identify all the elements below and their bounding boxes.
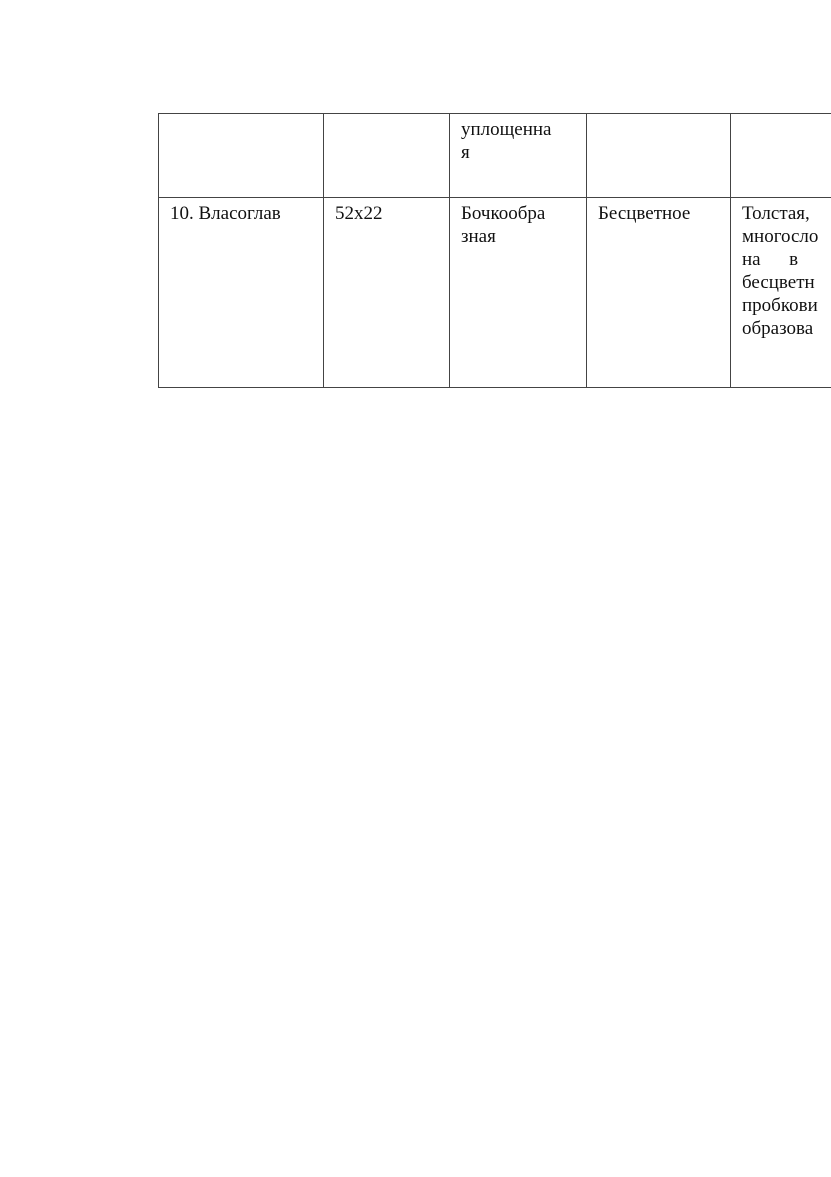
- shape-text: уплощенна я: [461, 119, 552, 163]
- egg-size: 52x22: [335, 203, 383, 224]
- shell-line: образова: [742, 318, 814, 339]
- table-cell-color: [587, 198, 731, 388]
- table-cell-shell: [731, 198, 831, 388]
- table-cell: [587, 114, 731, 198]
- shell-line: пробкови: [742, 295, 818, 316]
- table-cell-name: [159, 198, 324, 388]
- table-row: [159, 198, 831, 388]
- egg-shape: Бочкообра зная: [461, 203, 546, 247]
- table-cell: [159, 114, 324, 198]
- shell-line: бесцветн: [742, 272, 815, 293]
- table-cell-shape: [450, 114, 587, 198]
- parasite-name: 10. Власоглав: [170, 203, 281, 224]
- table-row: [159, 114, 831, 198]
- table-cell-size: [324, 198, 450, 388]
- shell-line: Толстая,: [742, 203, 810, 224]
- shell-line: на в: [742, 249, 799, 270]
- shell-line: многосло: [742, 226, 819, 247]
- table-cell: [731, 114, 831, 198]
- table-cell-shape: [450, 198, 587, 388]
- egg-color: Бесцветное: [598, 203, 691, 224]
- parasite-description-table: [158, 113, 831, 388]
- table-cell: [324, 114, 450, 198]
